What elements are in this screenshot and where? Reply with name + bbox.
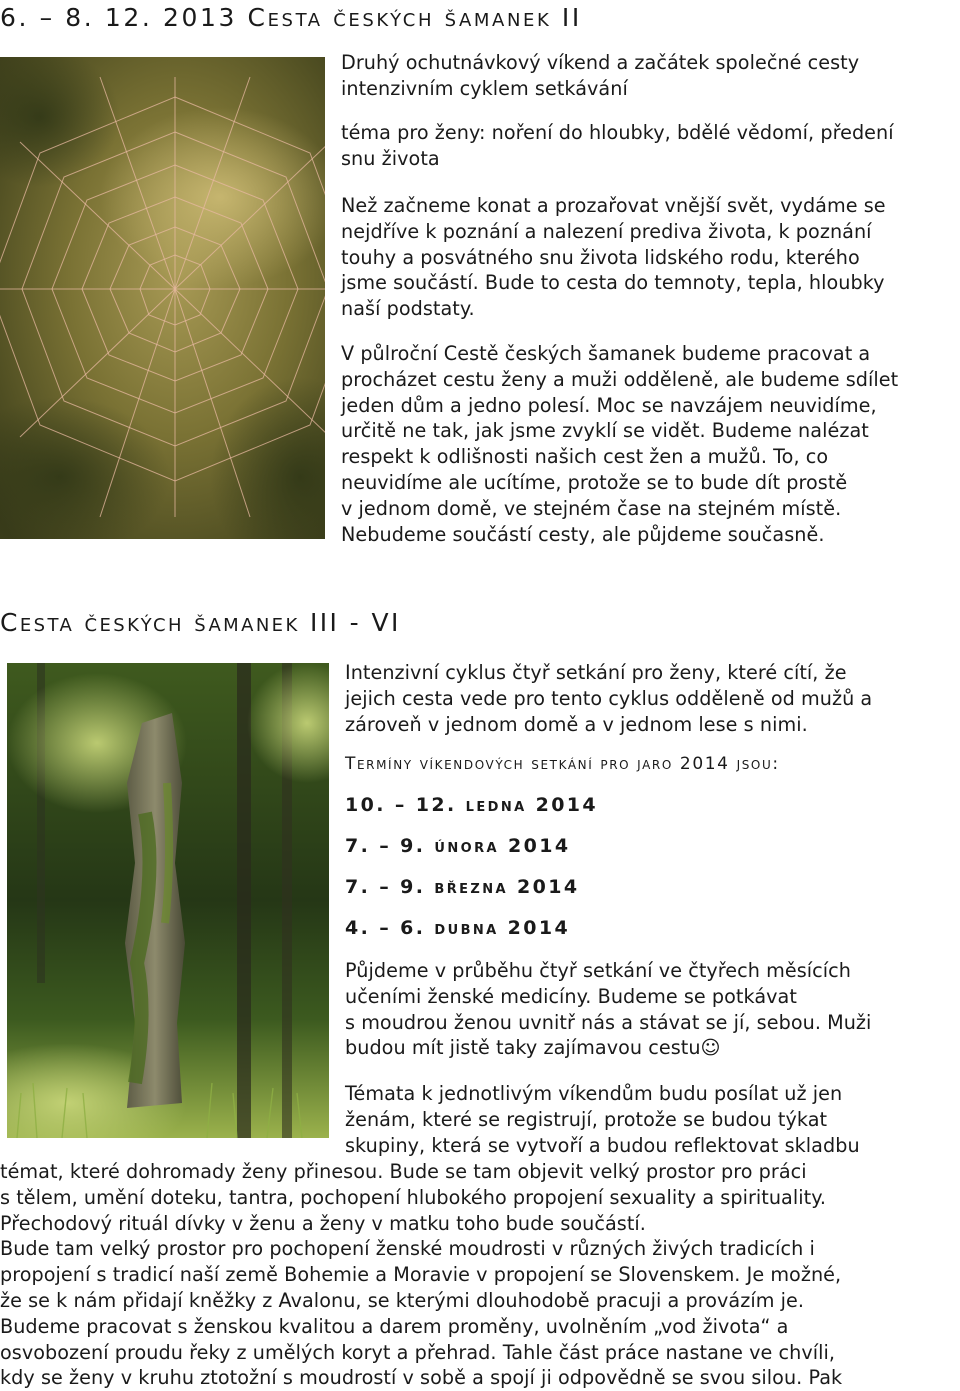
- section1-paragraph-2: V půlroční Cestě českých šamanek budeme pracovat a procházet cestu ženy a muži odděleně, ale budeme sdílet jeden dům a jedno polesí. Moc se navzájem neuvidíme, určitě ne tak, jak jsme zvyklí se vidět. Budeme nalézat respekt k odlišnosti našich cest žen a mužů. To, co neuvidíme ale ucítíme, protože se to bude dít prostě v jednom domě, ve stejném čase na stejném místě. Nebudeme součástí cesty, ale půjdeme současně.: [341, 342, 899, 546]
- section2-paragraph-topics: Témata k jednotlivým víkendům budu posílat už jen ženám, které se registrují, protože se budou týkat skupiny, která se vytvoří a budou reflektovat skladbu: [345, 1082, 860, 1157]
- section-heading-2: Cesta českých šamanek III - VI: [0, 608, 401, 637]
- section2-paragraph-medicine: Půjdeme v průběhu čtyř setkání ve čtyřech měsících učeními ženské medicíny. Budeme se potkávat s moudrou ženou uvnitř nás a stávat se jí, sebou. Muži budou mít jistě taky zajímavou cestu☺: [345, 959, 872, 1060]
- date-item: 7. – 9. února 2014: [345, 835, 571, 857]
- section2-paragraph-topics-continued: témat, které dohromady ženy přinesou. Bude se tam objevit velký prostor pro práci s tělem, umění doteku, tantra, pochopení hlubokého propojení sexuality a spirituality. Přechodový rituál dívky v ženu a ženy v matku toho bude součástí. Bude tam velký prostor pro pochopení ženské moudrosti v různých živých tradicích i propojení s tradicí naší země Bohemie a Moravie v propojení se Slovenskem. Je možné, že se k nám přidají kněžky z Avalonu, se kterými dlouhodobě pracuji a provázím je. Budeme pracovat s ženskou kvalitou a darem proměny, uvolněním „vod života“ a osvobození proudu řeky z umělých koryt a přehrad. Tahle část práce nastane ve chvíli, kdy se ženy v kruhu ztotožní s moudrostí v sobě a spojí ji odpovědně se svou silou. Pak: [0, 1160, 843, 1390]
- forest-tree-photo: [7, 663, 329, 1138]
- dates-heading: Termíny víkendových setkání pro jaro 2014 jsou:: [345, 754, 780, 774]
- section1-theme: téma pro ženy: noření do hloubky, bdělé vědomí, předení snu života: [341, 121, 894, 170]
- date-item: 10. – 12. ledna 2014: [345, 794, 599, 816]
- section-heading-1: 6. – 8. 12. 2013 Cesta českých šamanek II: [0, 3, 582, 32]
- section2-intro: Intenzivní cyklus čtyř setkání pro ženy, které cítí, že jejich cesta vede pro tento cyklus odděleně od mužů a zároveň v jednom domě a v jednom lese s nimi.: [345, 661, 873, 736]
- date-item: 4. – 6. dubna 2014: [345, 917, 571, 939]
- spider-web-photo: [0, 57, 325, 539]
- date-item: 7. – 9. března 2014: [345, 876, 580, 898]
- section1-paragraph-1: Než začneme konat a prozařovat vnější svět, vydáme se nejdříve k poznání a nalezení prediva života, k poznání touhy a posvátného snu života lidského rodu, kterého jsme součástí. Bude to cesta do temnoty, tepla, hloubky naší podstaty.: [341, 194, 886, 321]
- section1-subtitle: Druhý ochutnávkový víkend a začátek společné cesty intenzivním cyklem setkávání: [341, 51, 860, 100]
